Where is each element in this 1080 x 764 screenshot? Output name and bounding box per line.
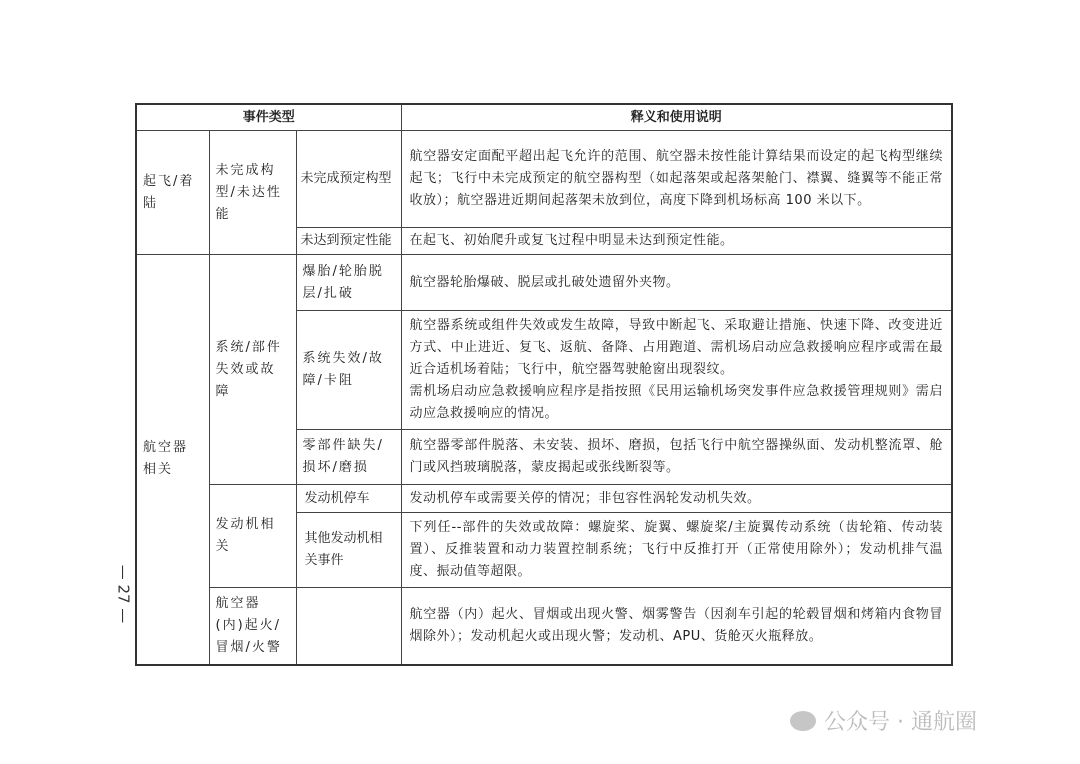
category-takeoff-landing: 起飞/着陆 [136,131,209,255]
header-event-type: 事件类型 [136,104,401,131]
description-note: 需机场启动应急救援响应程序是指按照《民用运输机场突发事件应急救援管理规则》需启动应急救援响应的情况。 [409,384,943,421]
subcategory-engine: 发动机相关 [209,485,296,588]
header-description: 释义和使用说明 [401,104,952,131]
page-number: — 27 — [114,564,133,624]
category-aircraft: 航空器相关 [136,255,209,665]
event-description: 航空器（内）起火、冒烟或出现火警、烟雾警告（因刹车引起的轮毂冒烟和烤箱内食物冒烟除外）；发动机起火或出现火警；发动机、APU、货舱灭火瓶释放。 [401,588,952,665]
event-description: 航空器轮胎爆破、脱层或扎破处遗留外夹物。 [401,255,952,311]
event-label: 未达到预定性能 [296,228,401,255]
description-line: 航空器系统或组件失效或发生故障，导致中断起飞、采取避让措施、快速下降、改变进近方式、中止进近、复飞、返航、备降、占用跑道、需机场启动应急救援响应程序或需在最近合适机场着陆；飞行中，航空器驾驶舱窗出现裂纹。 [409,318,943,377]
table-header [136,104,952,131]
table-row [136,485,952,513]
subcategory-config: 未完成构型/未达性能 [209,131,296,255]
event-label: 其他发动机相关事件 [296,513,401,588]
event-description: 发动机停车或需要关停的情况；非包容性涡轮发动机失效。 [401,485,952,513]
event-label-empty [296,588,401,665]
event-label: 发动机停车 [296,485,401,513]
watermark-text: 公众号 · 通航圈 [824,710,977,735]
subcategory-fire: 航空器(内)起火/冒烟/火警 [209,588,296,665]
event-description: 航空器安定面配平超出起飞允许的范围、航空器未按性能计算结果而设定的起飞构型继续起飞；飞行中未完成预定的航空器构型（如起落架或起落架舱门、襟翼、缝翼等不能正常收放）；航空器进近期间起落架未放到位，高度下降到机场标高 100 米以下。 [401,131,952,228]
watermark [790,705,977,736]
subcategory-system: 系统/部件失效或故障 [209,255,296,485]
table-row [136,131,952,228]
event-description: 航空器零部件脱落、未安装、损坏、磨损，包括飞行中航空器操纵面、发动机整流罩、舱门或风挡玻璃脱落，蒙皮揭起或张线断裂等。 [401,430,952,485]
table-row [136,588,952,665]
event-description [401,311,952,430]
table-row [136,255,952,311]
event-type-table [135,103,953,666]
event-label: 爆胎/轮胎脱层/扎破 [296,255,401,311]
event-label: 未完成预定构型 [296,131,401,228]
wechat-icon [790,711,816,731]
event-description: 在起飞、初始爬升或复飞过程中明显未达到预定性能。 [401,228,952,255]
event-label: 系统失效/故障/卡阻 [296,311,401,430]
event-description: 下列任--部件的失效或故障：螺旋桨、旋翼、螺旋桨/主旋翼传动系统（齿轮箱、传动装置）、反推装置和动力装置控制系统；飞行中反推打开（正常使用除外）；发动机排气温度、振动值等超限。 [401,513,952,588]
event-label: 零部件缺失/损坏/磨损 [296,430,401,485]
